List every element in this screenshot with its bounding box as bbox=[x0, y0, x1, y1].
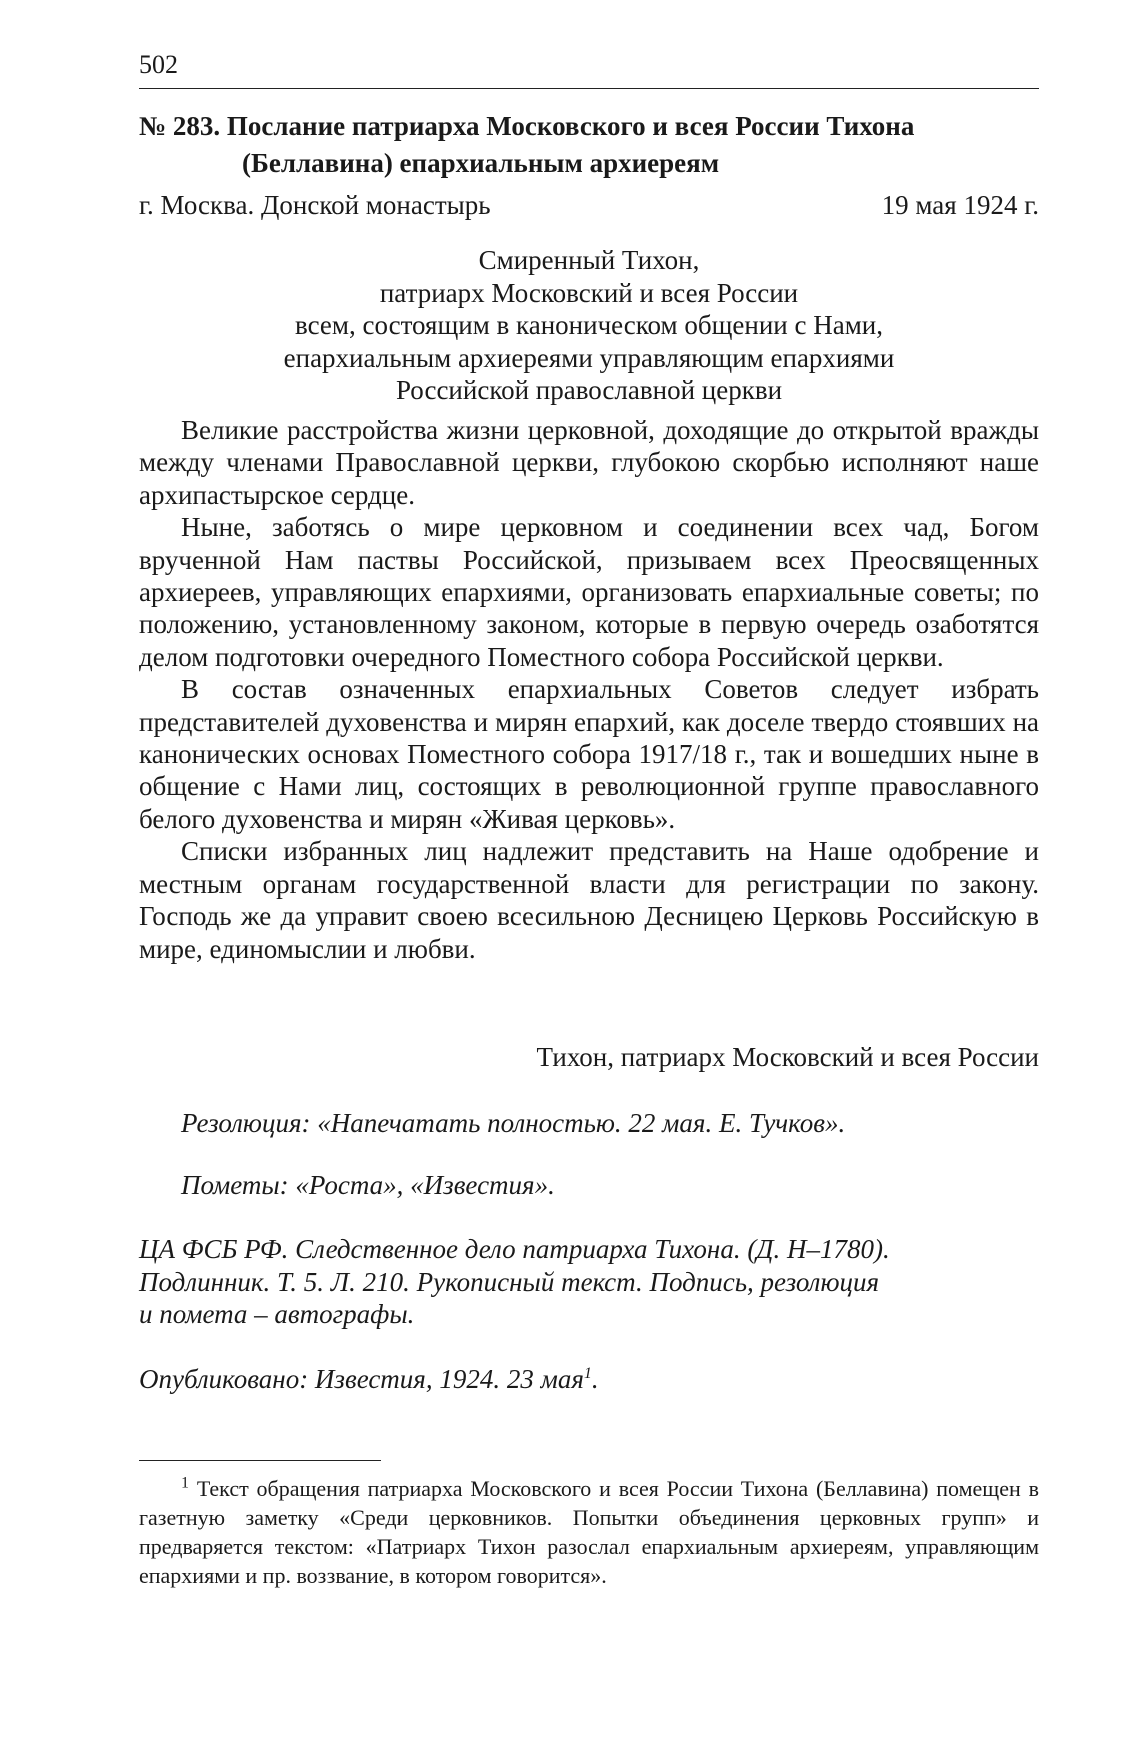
archive-reference bbox=[139, 1233, 1039, 1331]
place-date-line bbox=[139, 188, 1039, 222]
body-paragraph: Великие расстройства жизни церковной, доходящие до открытой вражды между членами Православной церкви, глубокою скорбью исполняют наше архипастырское сердце. bbox=[139, 415, 1039, 510]
archive-line: ЦА ФСБ РФ. Следственное дело патриарха Тихона. (Д. Н–1780). bbox=[139, 1234, 890, 1264]
footnote bbox=[139, 1474, 1039, 1590]
marks-note: Пометы: «Роста», «Известия». bbox=[181, 1170, 555, 1200]
publication-period: . bbox=[591, 1364, 599, 1394]
body-paragraph: Списки избранных лиц надлежит представить на Наше одобрение и местным органам государственной власти для регистрации по закону. Господь же да управит своею всесильною Десницею Церковь Российскую в мире, единомыслии и любви. bbox=[139, 836, 1039, 964]
document-title-line-2: (Беллавина) епархиальным архиереям bbox=[242, 148, 720, 178]
letter-body bbox=[139, 414, 1039, 965]
salutation-line: всем, состоящим в каноническом общении с Нами, bbox=[295, 310, 883, 340]
salutation-line: патриарх Московский и всея России bbox=[379, 277, 799, 308]
body-paragraph: Ныне, заботясь о мире церковном и соединении всех чад, Богом врученной Нам паствы Российской, призываем всех Преосвященных архиереев, управляющих епархиями, организовать епархиальные советы; по положению, установленному законом, которые в первую очередь озаботятся делом подготовки очередного Поместного собора Российской церкви. bbox=[139, 512, 1039, 672]
salutation-block bbox=[139, 244, 1039, 407]
salutation-line: Смиренный Тихон, bbox=[478, 245, 700, 275]
document-place: г. Москва. Донской монастырь bbox=[139, 190, 491, 220]
page-number: 502 bbox=[139, 50, 178, 79]
document-date: 19 мая 1924 г. bbox=[881, 190, 1039, 220]
salutation-line: Российской православной церкви bbox=[395, 375, 783, 405]
body-paragraph: В состав означенных епархиальных Советов следует избрать представителей духовенства и мирян епархий, как доселе твердо стоявших на канонических основах Поместного собора 1917/18 г., так и вошедших ныне в общение с Нами лиц, состоящих в революционной группе православного белого духовенства и мирян «Живая церковь». bbox=[139, 674, 1039, 834]
footnote-rule bbox=[139, 1460, 381, 1461]
footnote-text: Текст обращения патриарха Московского и всея России Тихона (Беллавина) помещен в газетную заметку «Среди церковников. Попытки объединения церковных групп» и предваряется текстом: «Патриарх Тихон разослал епархиальным архиереям, управляющим епархиями и пр. воззвание, в котором говорится». bbox=[139, 1476, 1039, 1588]
salutation-line: епархиальным архиереями управляющим епархиями bbox=[283, 342, 895, 373]
archive-line: и помета – автографы. bbox=[139, 1299, 415, 1329]
signature: Тихон, патриарх Московский и всея России bbox=[536, 1042, 1039, 1072]
footnote-reference[interactable]: 1 bbox=[583, 1365, 592, 1382]
header-rule bbox=[139, 88, 1039, 89]
document-title bbox=[139, 108, 1039, 182]
footnote-marker: 1 bbox=[181, 1474, 189, 1492]
publication-note bbox=[139, 1362, 1039, 1396]
document-title-line-1: № 283. Послание патриарха Московского и всея России Тихона bbox=[139, 111, 915, 141]
archive-line: Подлинник. Т. 5. Л. 210. Рукописный текст. Подпись, резолюция bbox=[139, 1266, 880, 1297]
publication-text: Опубликовано: Известия, 1924. 23 мая bbox=[139, 1364, 584, 1394]
resolution-note: Резолюция: «Напечатать полностью. 22 мая. Е. Тучков». bbox=[181, 1108, 846, 1138]
